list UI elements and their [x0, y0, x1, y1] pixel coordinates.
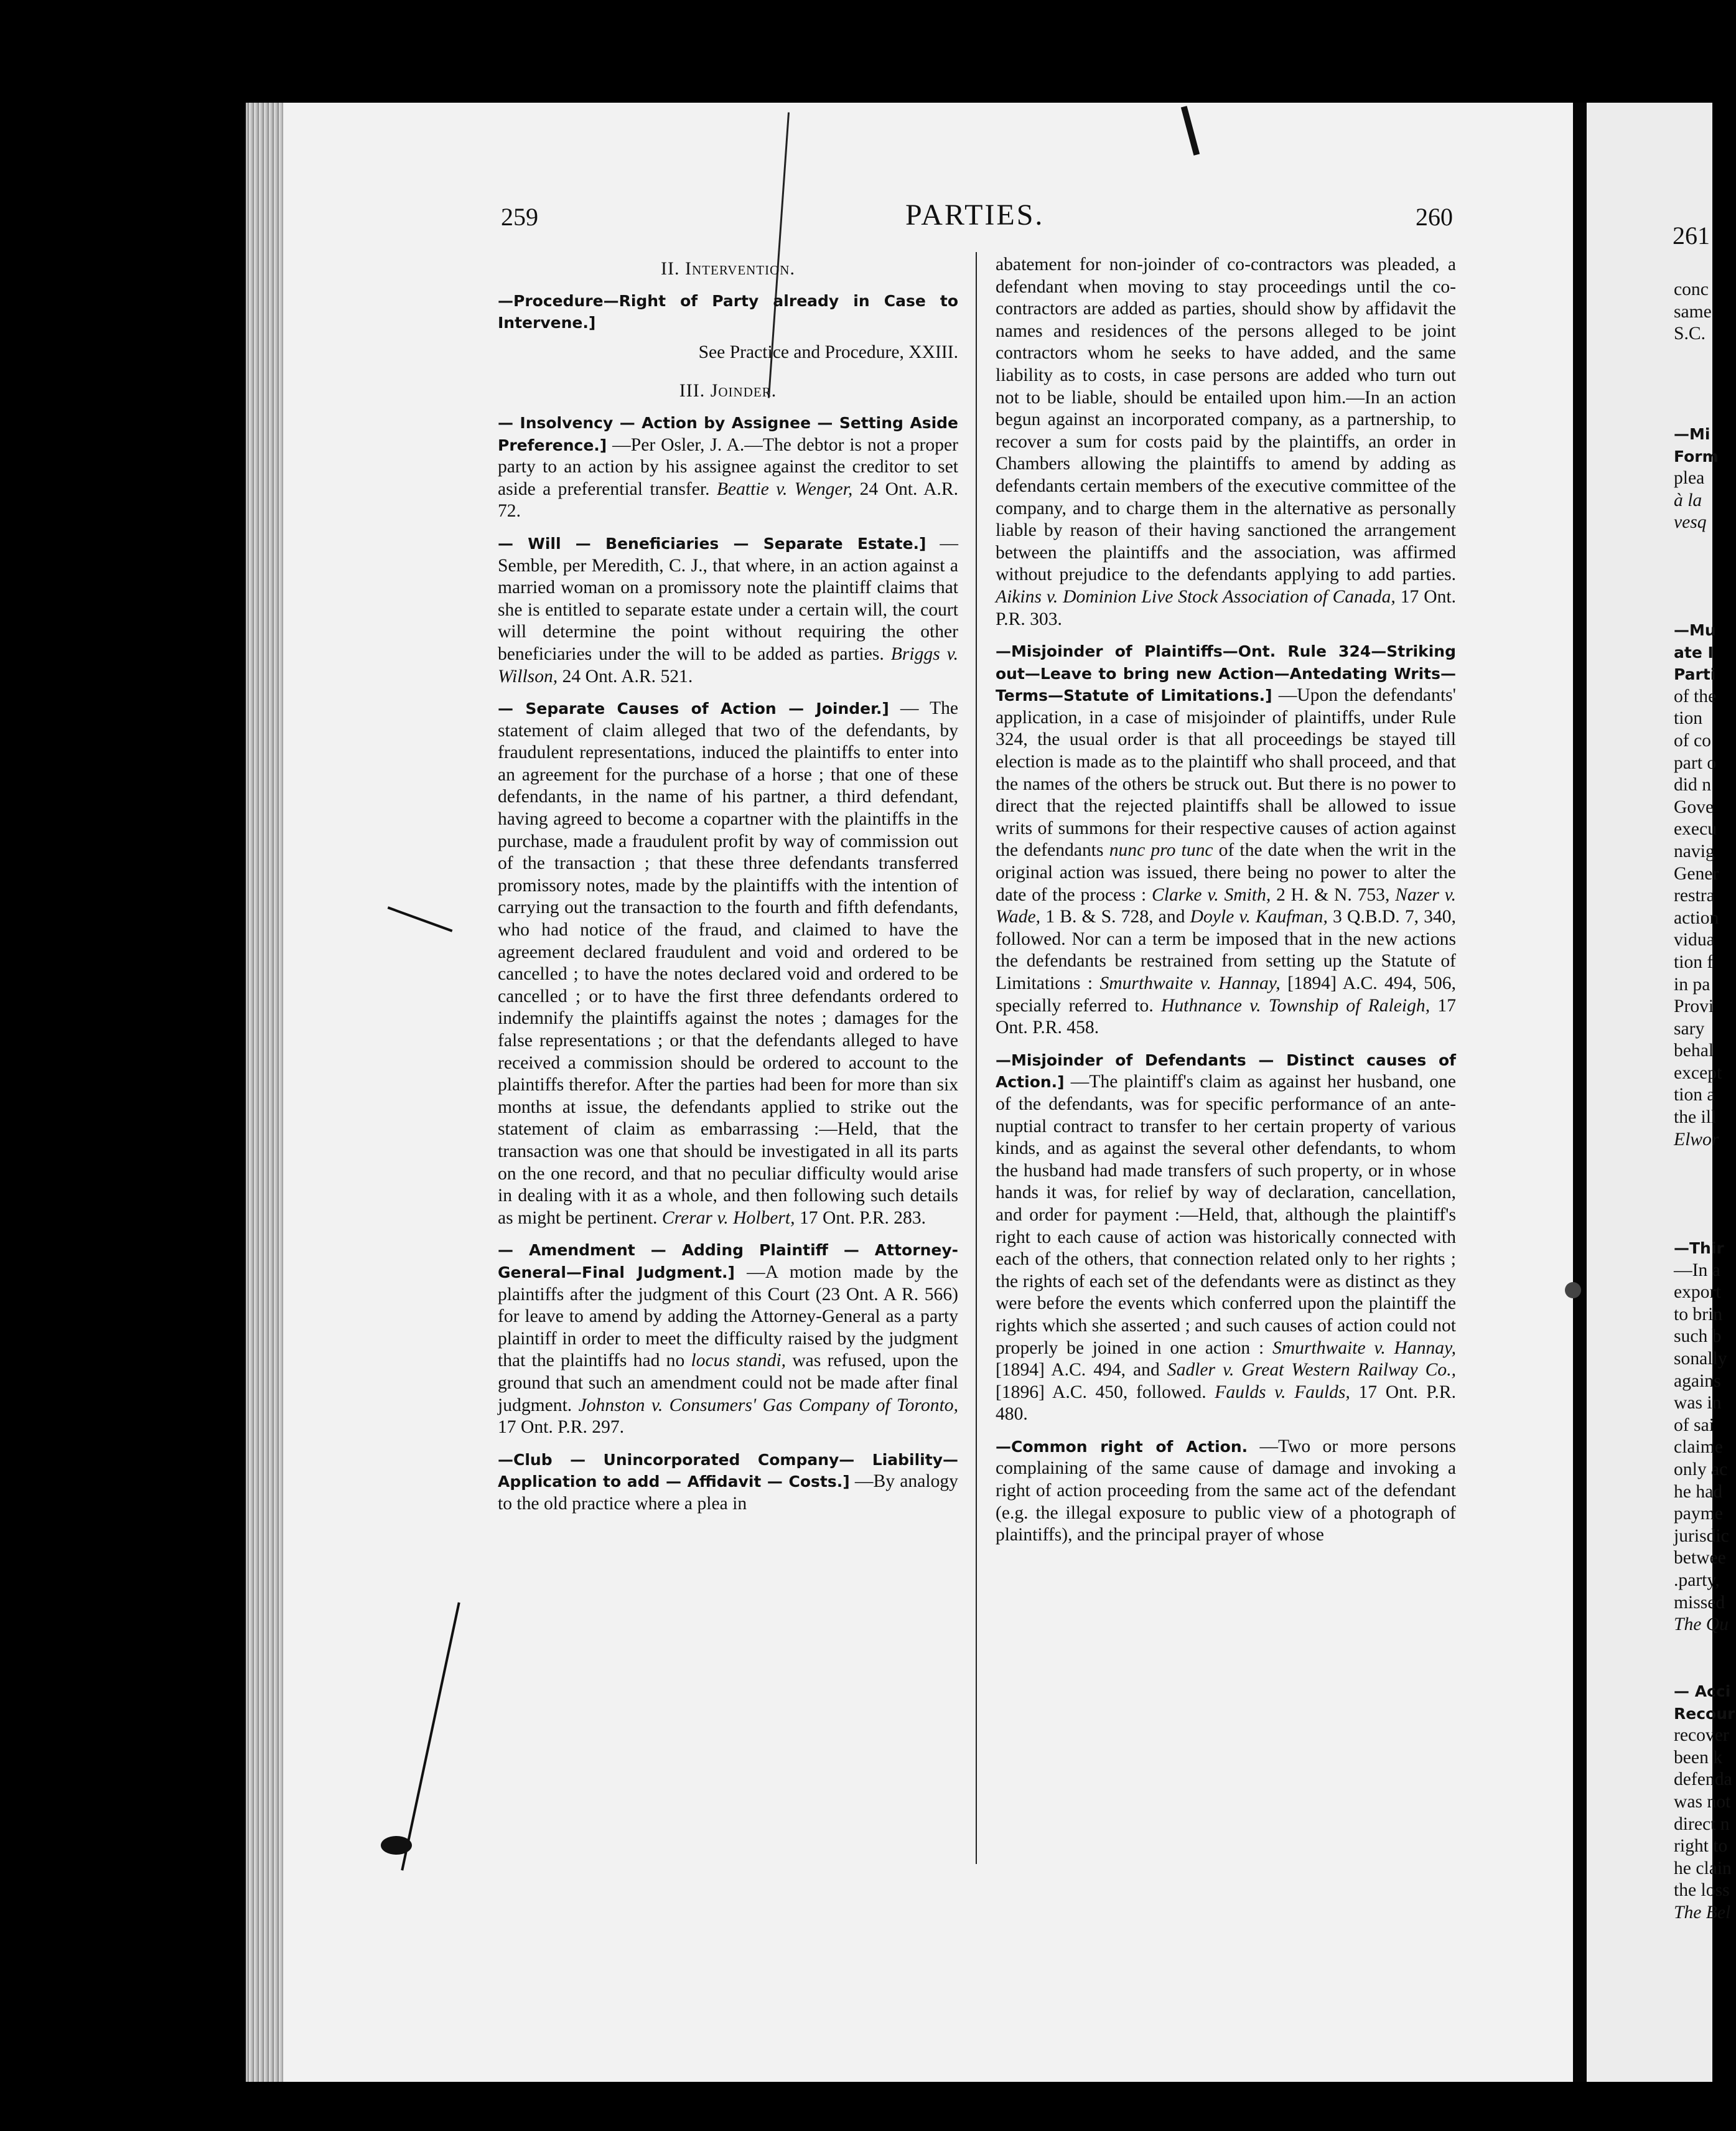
case-name: Doyle v. Kaufman,	[1190, 907, 1328, 927]
citation: 17 Ont. P.R. 283.	[799, 1207, 926, 1228]
citation: [1894] A.C. 494, and	[996, 1360, 1160, 1380]
fragment-line: did n	[1674, 775, 1712, 795]
fragment-line: was in	[1674, 1393, 1722, 1413]
fragment-line: conc	[1674, 279, 1709, 299]
fragment-line: Provi	[1674, 996, 1714, 1017]
entry-heading: —Procedure—Right of Party already in Case to Intervene.]	[498, 291, 958, 332]
case-name: Faulds v. Faulds,	[1215, 1382, 1350, 1402]
entry-misjoinder-defendants	[996, 1049, 1456, 1426]
case-name: Nazer v. Wade,	[996, 884, 1456, 927]
fragment-line: Elwor	[1674, 1129, 1719, 1150]
fragment-line: tion f	[1674, 952, 1714, 972]
fragment-line: —Mu	[1674, 621, 1716, 639]
fragment-block	[1674, 1237, 1736, 1636]
fragment-line: plea	[1674, 468, 1705, 489]
citation: 1 B. & S. 728, and	[1045, 907, 1185, 927]
fragment-line: ate I	[1674, 643, 1714, 662]
page-number-right: 260	[1416, 203, 1453, 231]
section-heading-intervention: II. Intervention.	[661, 258, 795, 279]
fragment-line: vidua	[1674, 930, 1715, 950]
running-title: PARTIES.	[905, 199, 1045, 232]
fragment-line: betwee	[1674, 1548, 1726, 1568]
fragment-line: tion a	[1674, 1085, 1715, 1105]
entry-heading: — Amendment — Adding Plaintiff — Attorney-General—Final Judgment.]	[498, 1241, 958, 1281]
entry-body: — Semble, per Meredith, C. J., that where, in an action against a married woman on a promissory note the plaintiff claims that she is entitled to separate estate under a certain will, the court will determine the point without requiring the other beneficiaries under the will to be added as parties.	[498, 533, 958, 664]
fragment-line: The Qu	[1674, 1614, 1729, 1635]
entry-will	[498, 533, 958, 688]
case-name: Briggs v. Willson,	[498, 644, 959, 686]
fragment-block	[1674, 423, 1736, 534]
entry-heading: —Common right of Action.	[996, 1437, 1248, 1456]
fragment-line: missed	[1674, 1592, 1725, 1613]
right-column	[996, 254, 1456, 1557]
entry-separate-causes	[498, 698, 958, 1229]
fragment-line: navig	[1674, 841, 1715, 861]
citation: [1894] A.C. 494, 506, specially referred to.	[996, 973, 1456, 1016]
section-heading-joinder: III. Joinder.	[679, 380, 777, 401]
entry-body: abatement for non-joinder of co-contractors was pleaded, a defendant when moving to stay proceedings until the co-contractors are added as parties, should show by affidavit the names and residences of the persons alleged to be joint contractors whom he seeks to have added, and the same liability as to costs, in case persons are added who turn out not to be liable, should be entailed upon him.—In an action begun against an incorporated company, as a partnership, to recover a sum for costs paid by the plaintiffs, an order in Chambers allowing the plaintiffs to amend by adding as defendants certain members of the executive committee of the company, and to charge them in the alternative as personally liable by reason of their having sanctioned the arrangement between the plaintiffs and the association, was affirmed without prejudice to the defendants applying to add parties.	[996, 255, 1456, 585]
fragment-line: same	[1674, 301, 1712, 322]
entry-heading: — Will — Beneficiaries — Separate Estate.]	[498, 534, 926, 553]
case-name: Smurthwaite v. Hannay,	[1099, 973, 1281, 993]
fragment-line: the ill	[1674, 1107, 1717, 1128]
fragment-line: part o	[1674, 752, 1717, 773]
page-number-far-right: 261	[1673, 222, 1710, 250]
fragment-line: of the	[1674, 686, 1717, 706]
fragment-block	[1674, 1680, 1736, 1924]
fragment-line: direct n	[1674, 1814, 1730, 1834]
entry-amendment	[498, 1239, 958, 1438]
fragment-line: defenda	[1674, 1769, 1732, 1790]
entry-heading: — Separate Causes of Action — Joinder.]	[498, 700, 889, 718]
citation: 3 Q.B.D. 7, 340, followed. Nor can a term be imposed that in the new actions the defendants be restrained from setting up the Statute of Limitations :	[996, 907, 1456, 993]
fragment-line: action	[1674, 907, 1719, 928]
book-binding-gutter	[1573, 103, 1587, 2082]
fragment-line: The Bel	[1674, 1902, 1731, 1923]
fragment-line: Recour	[1674, 1704, 1735, 1723]
case-name: Johnston v. Consumers' Gas Company of Toronto,	[578, 1395, 958, 1415]
latin-phrase: locus standi,	[691, 1351, 786, 1371]
case-name: Aikins v. Dominion Live Stock Association of Canada,	[996, 586, 1396, 607]
fragment-line: execu	[1674, 819, 1717, 840]
citation: 17 Ont. P.R. 458.	[996, 995, 1456, 1038]
fragment-line: export	[1674, 1282, 1721, 1303]
fragment-line: to brin	[1674, 1304, 1723, 1324]
citation: 17 Ont. P.R. 303.	[996, 586, 1457, 629]
fragment-line: Gove	[1674, 797, 1714, 817]
entry-heading: —Misjoinder of Defendants — Distinct causes of Action.]	[996, 1051, 1456, 1092]
fragment-line: recover	[1674, 1725, 1729, 1746]
case-name: Sadler v. Great Western Railway Co.,	[1167, 1360, 1456, 1380]
entry-body: —Two or more persons complaining of the same cause of damage and invoking a right of action proceeding from the same act of the defendant (e.g. the illegal exposure to public view of a photograph of plaintiffs), and the principal prayer of whose	[996, 1436, 1456, 1545]
entry-misjoinder-plaintiffs	[996, 640, 1456, 1039]
fragment-line: Parti	[1674, 665, 1716, 684]
fragment-line: behal	[1674, 1041, 1714, 1061]
entry-body: —The plaintiff's claim as against her husband, one of the defendants, was for specific performance of an ante-nuptial contract to transfer to her certain property of various kinds, and as against the several other defendants, to whom the husband had made transfers of such property, or in whose hands it was, for relief by way of declaration, cancellation, and order for payment :—Held, that, although the plaintiff's right to each cause of action was historically connected with each of the others, that connection related only to her rights ; the rights of each set of the defendants were as distinct as they were before the events which conferred upon the plaintiff the rights which she asserted ; and such causes of action could not properly be joined in one action :	[996, 1072, 1457, 1358]
fragment-line: à la	[1674, 490, 1702, 510]
ink-blot	[1565, 1282, 1581, 1298]
entry-heading: — Insolvency — Action by Assignee — Setting Aside Preference.]	[498, 413, 958, 454]
fragment-line: tion	[1674, 708, 1703, 729]
fragment-line: claime	[1674, 1437, 1723, 1458]
entry-club	[498, 1449, 958, 1515]
fragment-line: —Mi	[1674, 425, 1710, 443]
entry-insolvency	[498, 412, 958, 523]
entry-intervention	[498, 290, 958, 334]
ink-blot	[381, 1836, 412, 1855]
fragment-line: such b	[1674, 1326, 1722, 1347]
fragment-line: Gener	[1674, 863, 1719, 884]
fragment-line: sary	[1674, 1018, 1705, 1039]
fragment-line: jurisdic	[1674, 1525, 1729, 1546]
fragment-line: Form	[1674, 447, 1719, 466]
entry-body: —A motion made by the plaintiffs after the judgment of this Court (23 Ont. A R. 566) for leave to amend by adding the Attorney-General as a party plaintiff in order to meet the difficulty raised by the judgment that the plaintiffs had no	[498, 1262, 958, 1371]
entry-body: —By analogy to the old practice where a plea in	[498, 1471, 958, 1514]
citation: 24 Ont. A.R. 521.	[562, 666, 693, 686]
fragment-line: except	[1674, 1062, 1722, 1083]
see-also-reference: See Practice and Procedure, XXIII.	[698, 342, 958, 362]
fragment-block	[1674, 279, 1736, 345]
entry-body: —Per Osler, J. A.—The debtor is not a proper party to an action by his assignee against the creditor to set aside a preferential transfer.	[498, 434, 958, 499]
case-name: Beattie v. Wenger,	[716, 479, 853, 499]
fragment-line: been k	[1674, 1747, 1723, 1768]
case-name: Huthnance v. Township of Raleigh,	[1161, 995, 1430, 1016]
fragment-line: the loss	[1674, 1880, 1730, 1901]
entry-body: — The statement of claim alleged that two of the defendants, by fraudulent representations, induced the plaintiffs to enter into an agreement for the purchase of a horse ; that one of these defendants, in the name of his partner, a third defendant, having agreed to become a copartner with the plaintiffs in the purchase, made a fraudulent profit by way of commission out of the transaction ; that these three defendants transferred promissory notes, made by the plaintiffs with the intention of carrying out the transaction to the fourth and fifth defendants, who had notice of the fraud, and claimed to have the agreement declared fraudulent and void and ordered to be cancelled ; to have the notes declared void and ordered to be cancelled ; or to have the first three defendants ordered to indemnify the plaintiffs against the notes ; damages for the false representations ; or that the defendants alleged to have received a commission should be ordered to account to the plaintiffs therefor. After the parties had been for more than six months at issue, the defendants applied to strike out the statement of claim as embarrassing :—Held, that the transaction was one that should be investigated in all its parts on the one record, and that no peculiar difficulty would arise in dealing with it as a whole, and then following such details as might be pertinent.	[498, 698, 958, 1228]
fragment-block	[1674, 619, 1736, 1151]
fragment-line: payme	[1674, 1504, 1723, 1524]
fragment-line: —Thir	[1674, 1239, 1724, 1257]
fragment-line: only ac	[1674, 1459, 1728, 1479]
fragment-line: S.C.	[1674, 324, 1706, 344]
latin-phrase: nunc pro tunc	[1109, 840, 1213, 861]
fragment-line: sonally	[1674, 1348, 1727, 1369]
left-column	[498, 254, 958, 1525]
page-number-left: 259	[501, 203, 538, 231]
fragment-line: — Acci	[1674, 1682, 1731, 1700]
entry-club-continued	[996, 254, 1456, 630]
fragment-line: he clain	[1674, 1858, 1732, 1878]
fragment-line: of co	[1674, 730, 1711, 751]
entry-heading: —Club — Unincorporated Company— Liability— Application to add — Affidavit — Costs.]	[498, 1450, 958, 1491]
entry-body: —Upon the defendants' application, in a case of misjoinder of plaintiffs, under Rule 324, the usual order is that all proceedings be stayed till election is made as to the plaintiff who shall proceed, and that the names of the others be struck out. But there is no power to direct that the rejected plaintiffs shall be allowed to issue writs of summons for their respective causes of action against the defendants	[996, 685, 1457, 861]
entry-body: was refused, upon the ground that such an amendment could not be made after final judgment.	[498, 1351, 958, 1415]
fragment-line: was not	[1674, 1791, 1731, 1812]
citation: 17 Ont. P.R. 480.	[996, 1382, 1456, 1425]
entry-body: of the date when the writ in the original action was issued, there being no power to alter the date of the process :	[996, 840, 1456, 905]
case-name: Crerar v. Holbert,	[661, 1207, 795, 1228]
fragment-line: —In a	[1674, 1260, 1720, 1280]
case-name: Smurthwaite v. Hannay,	[1272, 1337, 1456, 1358]
entry-heading: —Misjoinder of Plaintiffs—Ont. Rule 324—Striking out—Leave to bring new Action—Antedating Writs—Terms—Statute of Limitations.]	[996, 642, 1456, 705]
column-divider	[976, 252, 977, 1864]
fragment-line: he had	[1674, 1481, 1723, 1502]
fragment-line: vesq	[1674, 512, 1707, 533]
fragment-line: in pa	[1674, 974, 1710, 995]
fragment-line: restra	[1674, 886, 1715, 906]
fragment-line: agains	[1674, 1370, 1721, 1391]
fragment-line: right to	[1674, 1836, 1728, 1857]
citation: 2 H. & N. 753,	[1276, 884, 1390, 905]
citation: 17 Ont. P.R. 297.	[498, 1417, 625, 1438]
fragment-line: .party,	[1674, 1570, 1720, 1590]
citation: [1896] A.C. 450, followed.	[996, 1382, 1206, 1402]
entry-common-right	[996, 1436, 1456, 1547]
fragment-line: of sai	[1674, 1415, 1714, 1435]
citation: 24 Ont. A.R. 72.	[498, 479, 958, 522]
case-name: Clarke v. Smith,	[1152, 884, 1271, 905]
